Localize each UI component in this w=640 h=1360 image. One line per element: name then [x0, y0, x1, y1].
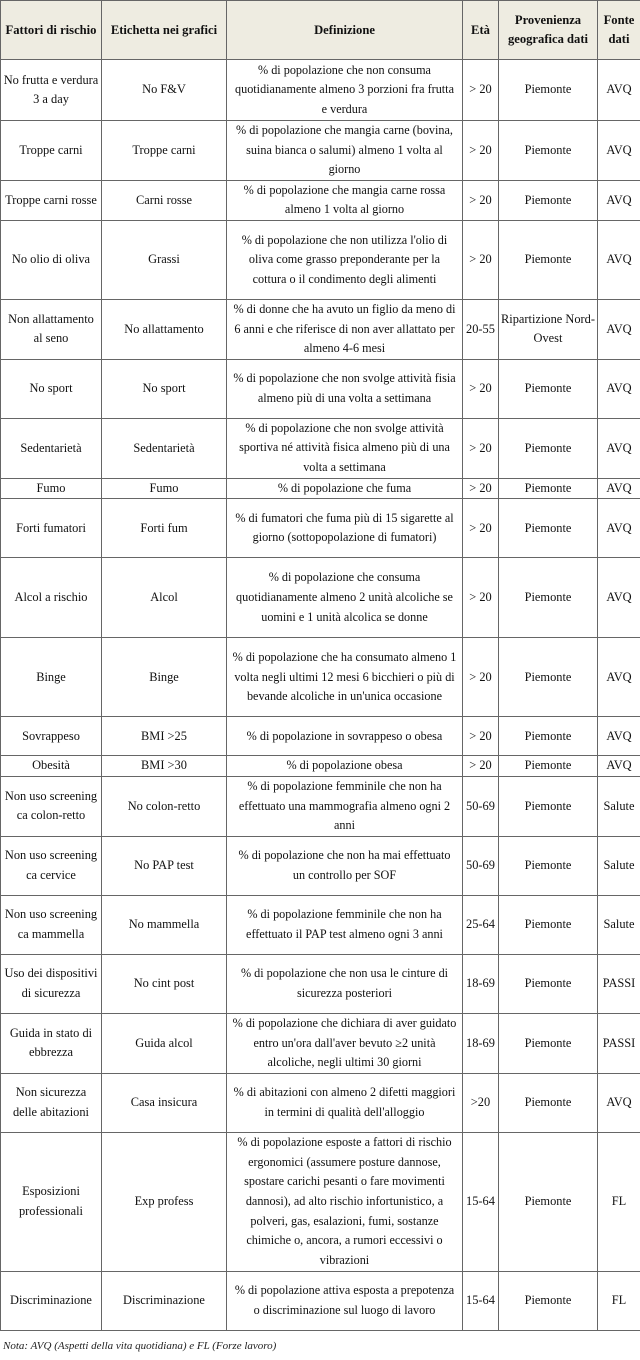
row-fonte: AVQ	[598, 299, 640, 359]
row-eta: > 20	[463, 499, 499, 558]
row-eta: 18-69	[463, 954, 499, 1013]
row-eta: >20	[463, 1073, 499, 1132]
row-etichetta: No F&V	[102, 60, 227, 121]
table-row	[1, 1073, 640, 1132]
row-fattore: Obesità	[1, 756, 102, 777]
row-fattore: Alcol a rischio	[1, 558, 102, 638]
row-provenienza: Piemonte	[499, 418, 598, 478]
row-fonte: Salute	[598, 836, 640, 895]
row-eta: 25-64	[463, 895, 499, 954]
row-eta: > 20	[463, 558, 499, 638]
row-definizione: % di popolazione obesa	[227, 756, 463, 777]
table-row	[1, 895, 640, 954]
row-definizione: % di popolazione che non usa le cinture di sicurezza posteriori	[227, 954, 463, 1013]
row-etichetta: No sport	[102, 359, 227, 418]
row-definizione: % di popolazione esposte a fattori di rischio ergonomici (assumere posture dannose, spostare carichi pesanti o fare movimenti dannosi), ad alto rischio infortunistico, a polveri, gas, esalazioni, fumi, sostanze chimiche o, ancora, a rumori eccessivi o vibrazioni	[227, 1132, 463, 1271]
row-fattore: Guida in stato di ebbrezza	[1, 1013, 102, 1073]
table-row	[1, 418, 640, 478]
row-definizione: % di popolazione che non svolge attività fisia almeno più di una volta a settimana	[227, 359, 463, 418]
row-etichetta: No cint post	[102, 954, 227, 1013]
row-eta: > 20	[463, 180, 499, 220]
table-body	[1, 60, 640, 1331]
row-definizione: % di popolazione che mangia carne (bovina, suina bianca o salumi) almeno 1 volta al giorno	[227, 121, 463, 181]
row-fonte: AVQ	[598, 418, 640, 478]
row-provenienza: Piemonte	[499, 1073, 598, 1132]
header-provenienza: Provenienza geografica dati	[499, 1, 598, 60]
row-etichetta: Binge	[102, 638, 227, 717]
row-fonte: AVQ	[598, 756, 640, 777]
row-fattore: Discriminazione	[1, 1271, 102, 1330]
row-fattore: No olio di oliva	[1, 220, 102, 299]
row-fonte: Salute	[598, 895, 640, 954]
row-definizione: % di donne che ha avuto un figlio da meno di 6 anni e che riferisce di non aver allattato per almeno 4-6 mesi	[227, 299, 463, 359]
row-fattore: Troppe carni	[1, 121, 102, 181]
table-row	[1, 220, 640, 299]
row-provenienza: Piemonte	[499, 359, 598, 418]
row-definizione: % di popolazione che non utilizza l'olio di oliva come grasso preponderante per la cottura o il condimento degli alimenti	[227, 220, 463, 299]
row-fonte: AVQ	[598, 60, 640, 121]
row-etichetta: No colon-retto	[102, 776, 227, 836]
row-eta: > 20	[463, 220, 499, 299]
row-fonte: AVQ	[598, 121, 640, 181]
row-fattore: No sport	[1, 359, 102, 418]
row-provenienza: Piemonte	[499, 180, 598, 220]
row-etichetta: Forti fum	[102, 499, 227, 558]
row-provenienza: Ripartizione Nord-Ovest	[499, 299, 598, 359]
row-definizione: % di popolazione attiva esposta a prepotenza o discriminazione sul luogo di lavoro	[227, 1271, 463, 1330]
row-etichetta: Guida alcol	[102, 1013, 227, 1073]
row-provenienza: Piemonte	[499, 638, 598, 717]
table-row	[1, 180, 640, 220]
row-definizione: % di popolazione che non svolge attività sportiva né attività fisica almeno più di una volta a settimana	[227, 418, 463, 478]
row-etichetta: Grassi	[102, 220, 227, 299]
row-fonte: AVQ	[598, 478, 640, 499]
row-definizione: % di popolazione che fuma	[227, 478, 463, 499]
row-definizione: % di popolazione che consuma quotidianamente almeno 2 unità alcoliche se uomini e 1 unità alcolica se donne	[227, 558, 463, 638]
row-eta: > 20	[463, 478, 499, 499]
row-fonte: PASSI	[598, 1013, 640, 1073]
row-definizione: % di popolazione che ha consumato almeno 1 volta negli ultimi 12 mesi 6 bicchieri o più di bevande alcoliche in un'unica occasione	[227, 638, 463, 717]
row-fonte: AVQ	[598, 638, 640, 717]
row-etichetta: No mammella	[102, 895, 227, 954]
row-definizione: % di popolazione che non consuma quotidianamente almeno 3 porzioni fra frutta e verdura	[227, 60, 463, 121]
row-provenienza: Piemonte	[499, 558, 598, 638]
row-provenienza: Piemonte	[499, 1271, 598, 1330]
row-eta: 18-69	[463, 1013, 499, 1073]
row-provenienza: Piemonte	[499, 717, 598, 756]
row-provenienza: Piemonte	[499, 220, 598, 299]
row-etichetta: Carni rosse	[102, 180, 227, 220]
row-etichetta: Discriminazione	[102, 1271, 227, 1330]
row-provenienza: Piemonte	[499, 836, 598, 895]
table-row	[1, 717, 640, 756]
table-row	[1, 638, 640, 717]
header-eta: Età	[463, 1, 499, 60]
row-fattore: Non uso screening ca mammella	[1, 895, 102, 954]
row-fonte: AVQ	[598, 180, 640, 220]
row-definizione: % di popolazione che dichiara di aver guidato entro un'ora dall'aver bevuto ≥2 unità alcoliche, negli ultimi 30 giorni	[227, 1013, 463, 1073]
row-provenienza: Piemonte	[499, 1132, 598, 1271]
row-provenienza: Piemonte	[499, 954, 598, 1013]
row-eta: > 20	[463, 418, 499, 478]
header-fonte: Fonte dati	[598, 1, 640, 60]
row-etichetta: BMI >25	[102, 717, 227, 756]
table-row	[1, 478, 640, 499]
row-fattore: Forti fumatori	[1, 499, 102, 558]
table-row	[1, 359, 640, 418]
row-fattore: Esposizioni professionali	[1, 1132, 102, 1271]
row-fonte: AVQ	[598, 1073, 640, 1132]
row-provenienza: Piemonte	[499, 499, 598, 558]
row-eta: > 20	[463, 359, 499, 418]
row-definizione: % di fumatori che fuma più di 15 sigarette al giorno (sottopopolazione di fumatori)	[227, 499, 463, 558]
row-fonte: AVQ	[598, 558, 640, 638]
row-definizione: % di popolazione femminile che non ha effettuato il PAP test almeno ogni 3 anni	[227, 895, 463, 954]
row-eta: 20-55	[463, 299, 499, 359]
header-row	[1, 1, 640, 60]
table-row	[1, 60, 640, 121]
row-definizione: % di abitazioni con almeno 2 difetti maggiori in termini di qualità dell'alloggio	[227, 1073, 463, 1132]
row-etichetta: No PAP test	[102, 836, 227, 895]
row-fattore: Non sicurezza delle abitazioni	[1, 1073, 102, 1132]
row-provenienza: Piemonte	[499, 895, 598, 954]
row-fattore: Non uso screening ca cervice	[1, 836, 102, 895]
row-eta: 15-64	[463, 1132, 499, 1271]
table-row	[1, 954, 640, 1013]
row-definizione: % di popolazione che non ha mai effettuato un controllo per SOF	[227, 836, 463, 895]
row-provenienza: Piemonte	[499, 121, 598, 181]
row-eta: > 20	[463, 717, 499, 756]
row-fattore: Sedentarietà	[1, 418, 102, 478]
row-definizione: % di popolazione che mangia carne rossa almeno 1 volta al giorno	[227, 180, 463, 220]
table-row	[1, 558, 640, 638]
row-eta: > 20	[463, 121, 499, 181]
row-fattore: No frutta e verdura 3 a day	[1, 60, 102, 121]
row-eta: > 20	[463, 638, 499, 717]
row-eta: > 20	[463, 60, 499, 121]
table-row	[1, 776, 640, 836]
row-etichetta: BMI >30	[102, 756, 227, 777]
row-etichetta: Sedentarietà	[102, 418, 227, 478]
row-eta: > 20	[463, 756, 499, 777]
table-row	[1, 1132, 640, 1271]
footnote: Nota: AVQ (Aspetti della vita quotidiana) e FL (Forze lavoro)	[3, 1340, 277, 1352]
row-definizione: % di popolazione femminile che non ha effettuato una mammografia almeno ogni 2 anni	[227, 776, 463, 836]
row-provenienza: Piemonte	[499, 756, 598, 777]
row-definizione: % di popolazione in sovrappeso o obesa	[227, 717, 463, 756]
table-row	[1, 1271, 640, 1330]
row-fattore: Uso dei dispositivi di sicurezza	[1, 954, 102, 1013]
row-provenienza: Piemonte	[499, 1013, 598, 1073]
row-etichetta: Exp profess	[102, 1132, 227, 1271]
row-fattore: Fumo	[1, 478, 102, 499]
row-etichetta: No allattamento	[102, 299, 227, 359]
row-fonte: FL	[598, 1132, 640, 1271]
row-fonte: AVQ	[598, 359, 640, 418]
row-provenienza: Piemonte	[499, 60, 598, 121]
row-fonte: AVQ	[598, 717, 640, 756]
table-row	[1, 299, 640, 359]
row-fattore: Sovrappeso	[1, 717, 102, 756]
row-etichetta: Troppe carni	[102, 121, 227, 181]
header-definizione: Definizione	[227, 1, 463, 60]
table-row	[1, 836, 640, 895]
row-fonte: FL	[598, 1271, 640, 1330]
row-etichetta: Alcol	[102, 558, 227, 638]
row-fattore: Non allattamento al seno	[1, 299, 102, 359]
row-fonte: AVQ	[598, 220, 640, 299]
row-eta: 15-64	[463, 1271, 499, 1330]
row-fonte: AVQ	[598, 499, 640, 558]
row-fonte: PASSI	[598, 954, 640, 1013]
row-etichetta: Casa insicura	[102, 1073, 227, 1132]
row-provenienza: Piemonte	[499, 776, 598, 836]
row-eta: 50-69	[463, 836, 499, 895]
row-etichetta: Fumo	[102, 478, 227, 499]
table-row	[1, 756, 640, 777]
header-fattori: Fattori di rischio	[1, 1, 102, 60]
row-fattore: Non uso screening ca colon-retto	[1, 776, 102, 836]
header-etichetta: Etichetta nei grafici	[102, 1, 227, 60]
row-eta: 50-69	[463, 776, 499, 836]
table-row	[1, 121, 640, 181]
row-provenienza: Piemonte	[499, 478, 598, 499]
table-row	[1, 499, 640, 558]
row-fattore: Binge	[1, 638, 102, 717]
row-fonte: Salute	[598, 776, 640, 836]
row-fattore: Troppe carni rosse	[1, 180, 102, 220]
table-row	[1, 1013, 640, 1073]
